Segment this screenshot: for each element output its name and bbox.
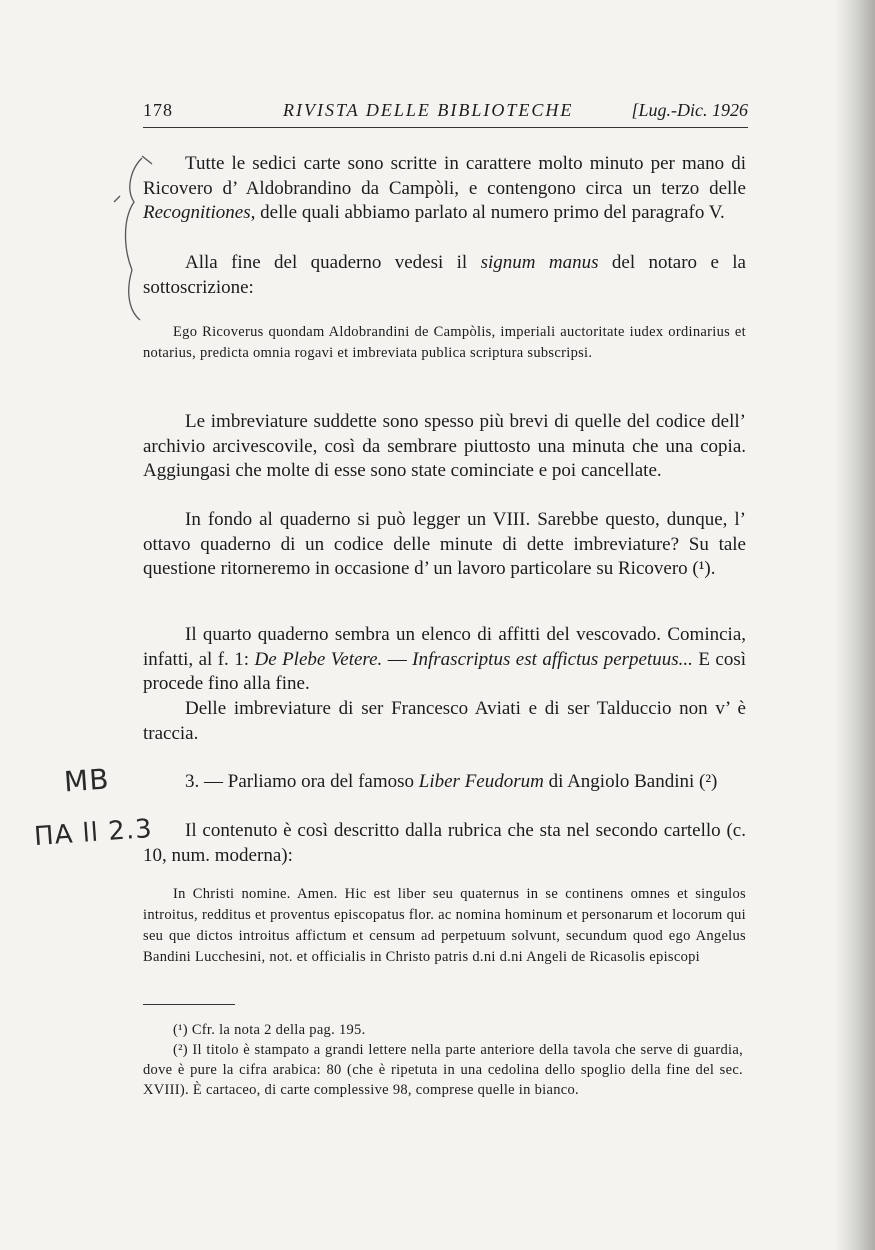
paragraph-8: Il contenuto è così descritto dalla rubrica che sta nel secondo cartello (c. 10, num. moderna): — [143, 820, 746, 866]
paragraph-3: Le imbreviature suddette sono spesso più brevi di quelle del codice dell’ archivio arcivescovile, così da sembrare piuttosto una minuta che una copia. Aggiungasi che molte di esse sono state cominciate e poi cancellate. — [143, 411, 746, 482]
quote-rubric: In Christi nomine. Amen. Hic est liber seu quaternus in se continens omnes et singulos introitus, redditus et proventus episcopatus flor. ac nomina hominum et personarum et locorum qui seu que dictos introitus affictum et censum ad perpetuum solvunt, secundum quod ego Angelus Bandini Lucchesini, not. et officialis in Christo patris d.ni d.ni Angeli de Ricasolis episcopi — [143, 886, 746, 965]
issue-date: [Lug.-Dic. 1926 — [631, 100, 748, 120]
paragraph-5: Il quarto quaderno sembra un elenco di affitti del vescovado. Comincia, infatti, al f. 1: De Plebe Vetere. — Infrascriptus est affictus perpetuus... E così procede fino alla fine. — [143, 624, 747, 695]
journal-title: RIVISTA DELLE BIBLIOTECHE — [283, 100, 574, 120]
running-header — [143, 98, 748, 124]
paragraph-2: Alla fine del quaderno vedesi il signum manus del notaro e la sottoscrizione: — [143, 252, 746, 298]
scanned-page-edge — [835, 0, 875, 1250]
quote-subscription: Ego Ricoverus quondam Aldobrandini de Campòlis, imperiali auctoritate iudex ordinarius et notarius, predicta omnia rogavi et imbreviata publica scriptura subscripsi. — [143, 324, 746, 361]
margin-note-2: ΠA ll 2.3 — [33, 813, 154, 853]
paragraph-4: In fondo al quaderno si può legger un VIII. Sarebbe questo, dunque, l’ ottavo quaderno di un codice delle minute di dette imbreviature? Su tale questione ritorneremo in occasione d’ un lavoro particolare su Ricovero (¹). — [143, 509, 746, 580]
page-number: 178 — [143, 100, 173, 120]
footnote-2: (²) Il titolo è stampato a grandi lettere nella parte anteriore della tavola che serve di guardia, dove è pure la cifra arabica: 80 (che è ripetuta in una cedolina dello spoglio della fine del sec. XVIII). È cartaceo, di carte complessive 98, comprese quelle in bianco. — [143, 1042, 743, 1098]
footnote-1: (¹) Cfr. la nota 2 della pag. 195. — [173, 1022, 366, 1038]
header-rule — [143, 127, 748, 128]
paragraph-1: Tutte le sedici carte sono scritte in carattere molto minuto per mano di Ricovero d’ Aldobrandino da Campòli, e contengono circa un terzo delle Recognitiones, delle quali abbiamo parlato al numero primo del paragrafo V. — [143, 153, 746, 224]
paragraph-6: Delle imbreviature di ser Francesco Aviati e di ser Talduccio non v’ è traccia. — [143, 698, 746, 744]
margin-note-1: MB — [62, 762, 111, 799]
footnote-rule — [143, 1004, 235, 1005]
paragraph-7: 3. — Parliamo ora del famoso Liber Feudorum di Angiolo Bandini (²) — [185, 771, 718, 792]
